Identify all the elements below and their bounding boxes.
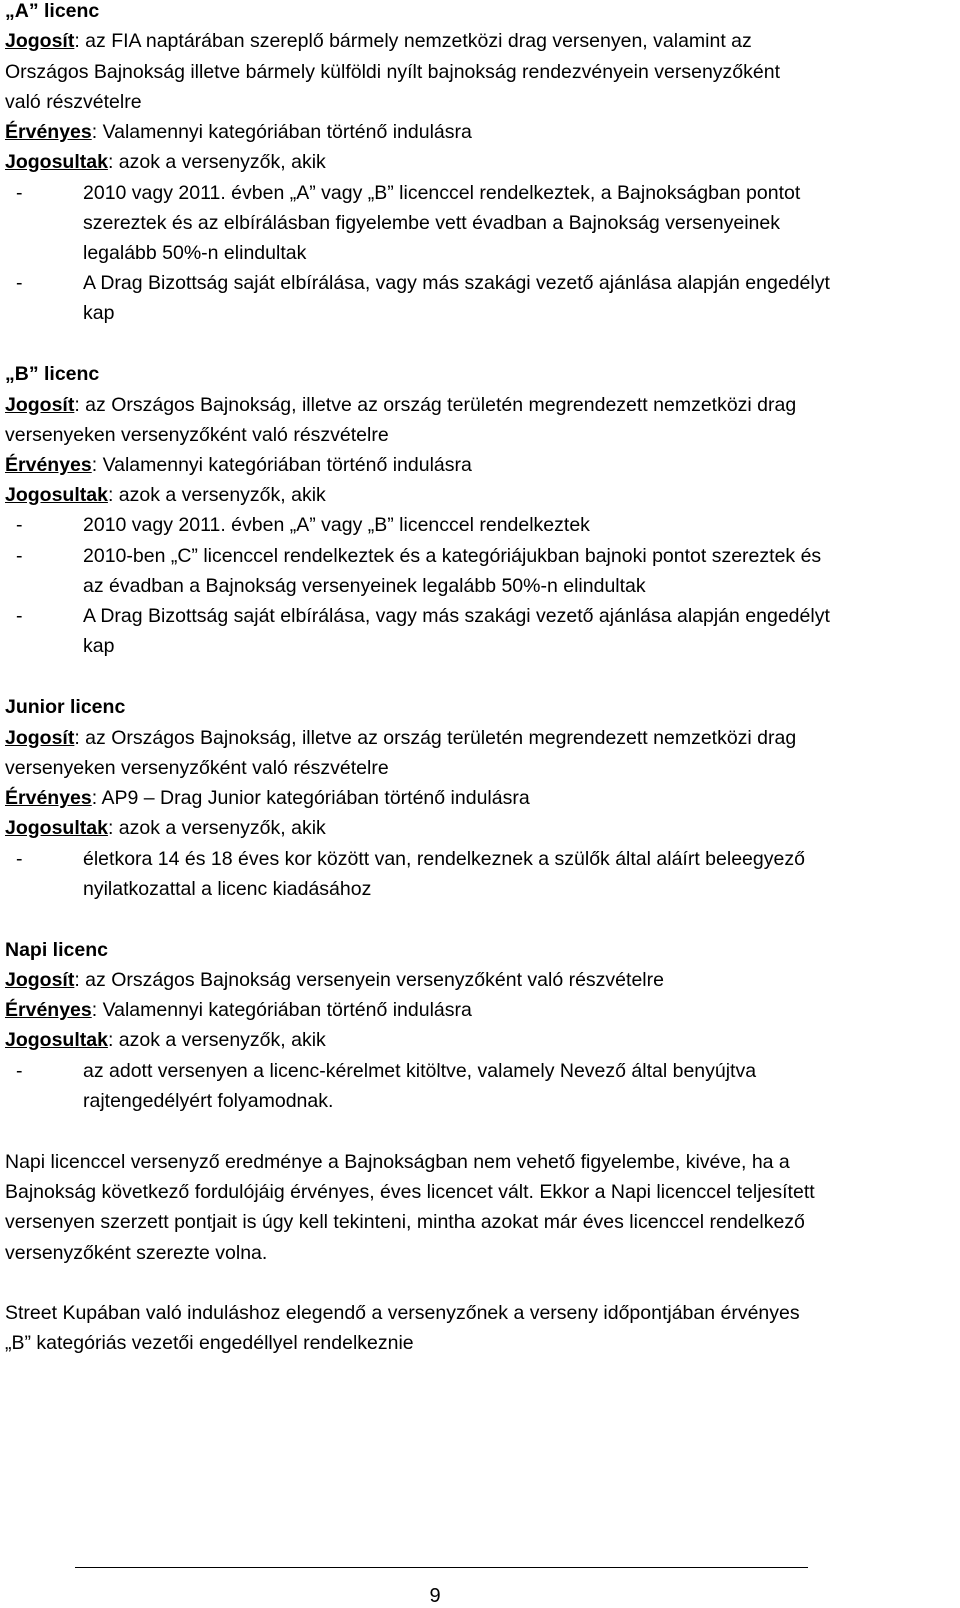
page-number: 9: [429, 1585, 441, 1607]
paragraph-line: „B” kategóriás vezetői engedéllyel rendelkeznie: [5, 1332, 414, 1354]
section-title-napi-licenc: Napi licenc: [5, 939, 108, 961]
list-item-continuation: rajtengedélyért folyamodnak.: [83, 1090, 334, 1112]
paragraph-line: Street Kupában való induláshoz elegendő a versenyzőnek a verseny időpontjában érvényes: [5, 1302, 800, 1324]
paragraph-line: versenyzőként szerezte volna.: [5, 1242, 268, 1264]
jogosultak-line: Jogosultak: azok a versenyzők, akik: [5, 817, 326, 839]
jogosit-line: Jogosít: az Országos Bajnokság, illetve az ország területén megrendezett nemzetközi drag: [5, 394, 797, 416]
list-item-continuation: az évadban a Bajnokság versenyeinek legalább 50%-n elindultak: [83, 575, 646, 597]
list-item-continuation: nyilatkozattal a licenc kiadásához: [83, 878, 372, 900]
ervenyes-line: Érvényes: AP9 – Drag Junior kategóriában történő indulásra: [5, 787, 530, 809]
jogosit-line: Jogosít: az Országos Bajnokság versenyein versenyzőként való részvételre: [5, 969, 664, 991]
paragraph-line: Napi licenccel versenyző eredménye a Bajnokságban nem vehető figyelembe, kivéve, ha a: [5, 1151, 790, 1173]
list-item-continuation: kap: [83, 302, 115, 324]
jogosultak-line: Jogosultak: azok a versenyzők, akik: [5, 1029, 326, 1051]
jogosit-line: Jogosít: az FIA naptárában szereplő bármely nemzetközi drag versenyen, valamint az: [5, 30, 752, 52]
list-item-continuation: kap: [83, 635, 115, 657]
ervenyes-line: Érvényes: Valamennyi kategóriában történő indulásra: [5, 999, 472, 1021]
jogosit-continuation: versenyeken versenyzőként való részvételre: [5, 424, 389, 446]
paragraph-line: versenyen szerzett pontjait is úgy kell tekinteni, mintha azokat már éves licenccel rendelkező: [5, 1211, 805, 1233]
section-title-a-licenc: „A” licenc: [5, 0, 100, 22]
paragraph-line: Bajnokság következő fordulójáig érvényes, éves licencet vált. Ekkor a Napi licenccel teljesített: [5, 1181, 815, 1203]
list-item-continuation: szereztek és az elbírálásban figyelembe vett évadban a Bajnokság versenyeinek: [83, 212, 780, 234]
footer-rule: [75, 1567, 808, 1568]
ervenyes-line: Érvényes: Valamennyi kategóriában történő indulásra: [5, 454, 472, 476]
jogosit-continuation: Országos Bajnokság illetve bármely külföldi nyílt bajnokság rendezvényein versenyzőként: [5, 61, 780, 83]
jogosultak-line: Jogosultak: azok a versenyzők, akik: [5, 151, 326, 173]
jogosultak-line: Jogosultak: azok a versenyzők, akik: [5, 484, 326, 506]
section-title-b-licenc: „B” licenc: [5, 363, 100, 385]
ervenyes-line: Érvényes: Valamennyi kategóriában történő indulásra: [5, 121, 472, 143]
jogosit-continuation: versenyeken versenyzőként való részvételre: [5, 757, 389, 779]
list-item-continuation: legalább 50%-n elindultak: [83, 242, 307, 264]
section-title-junior-licenc: Junior licenc: [5, 696, 126, 718]
jogosit-continuation: való részvételre: [5, 91, 142, 113]
jogosit-line: Jogosít: az Országos Bajnokság, illetve az ország területén megrendezett nemzetközi drag: [5, 727, 797, 749]
